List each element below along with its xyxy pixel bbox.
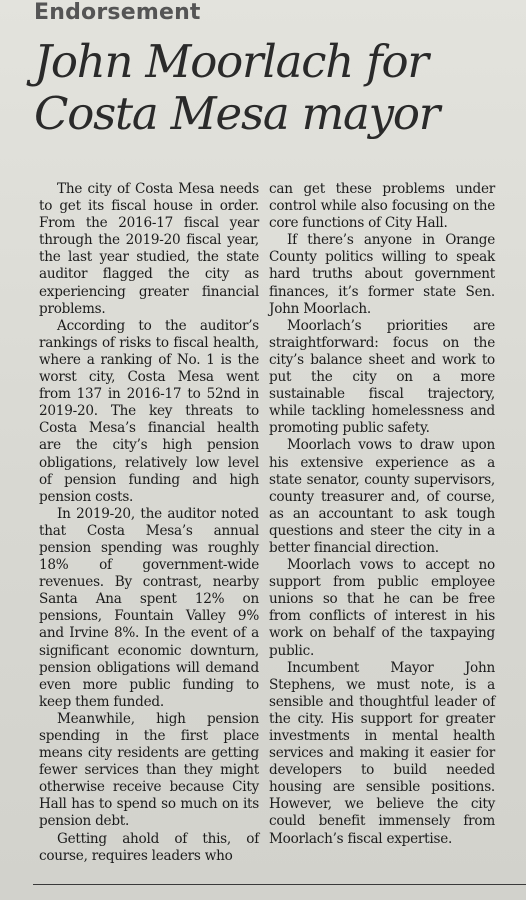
paragraph: In 2019-20, the auditor noted that Costa Mesa’s annual pension spending was roughly 18% of government-wide revenues. By contrast, nearby Santa Ana spent 12% on pensions, Fountain Valley 9% and Irvine 8%. In the event of a significant economic downturn, pension obligations will demand even more public funding to keep them funded. (39, 505, 259, 710)
paragraph: According to the auditor’s rankings of risks to fiscal health, where a ranking of No. 1 is the worst city, Costa Mesa went from 137 in 2016-17 to 52nd in 2019-20. The key threats to Costa Mesa’s financial health are the city’s high pension obligations, relatively low level of pension funding and high pension costs. (39, 317, 259, 505)
headline-line-1: John Moorlach for (34, 35, 428, 88)
right-column (269, 181, 495, 848)
headline-line-2: Costa Mesa mayor (34, 87, 440, 140)
paragraph-continuation: can get these problems under control while also focusing on the core functions of City Hall. (269, 181, 495, 232)
paragraph: Moorlach vows to draw upon his extensive experience as a state senator, county supervisors, county treasurer and, of course, as an accountant to ask tough questions and steer the city in a better financial direction. (269, 437, 495, 556)
paragraph: Incumbent Mayor John Stephens, we must note, is a sensible and thoughtful leader of the city. His support for greater investments in mental health services and making it easier for developers to build needed housing are sensible positions. However, we believe the city could benefit immensely from Moorlach’s fiscal expertise. (269, 659, 495, 847)
paragraph: Meanwhile, high pension spending in the first place means city residents are getting fewer services than they might otherwise receive because City Hall has to spend so much on its pension debt. (39, 710, 259, 830)
bottom-rule (33, 884, 526, 885)
paragraph: Moorlach’s priorities are straightforward: focus on the city’s balance sheet and work to put the city on a more sustainable fiscal trajectory, while tackling homelessness and promoting public safety. (269, 317, 495, 437)
paragraph: If there’s anyone in Orange County politics willing to speak hard truths about government finances, it’s former state Sen. John Moorlach. (269, 232, 495, 317)
paragraph: The city of Costa Mesa needs to get its fiscal house in order. From the 2016-17 fiscal year through the 2019-20 fiscal year, the last year studied, the state auditor flagged the city as experiencing greater financial problems. (39, 181, 259, 317)
paragraph: Moorlach vows to accept no support from public employee unions so that he can be free from conflicts of interest in his work on behalf of the taxpaying public. (269, 557, 495, 659)
left-column (39, 181, 259, 865)
section-label: Endorsement (34, 0, 201, 25)
paragraph: Getting ahold of this, of course, requires leaders who (39, 830, 259, 864)
headline (34, 36, 504, 140)
